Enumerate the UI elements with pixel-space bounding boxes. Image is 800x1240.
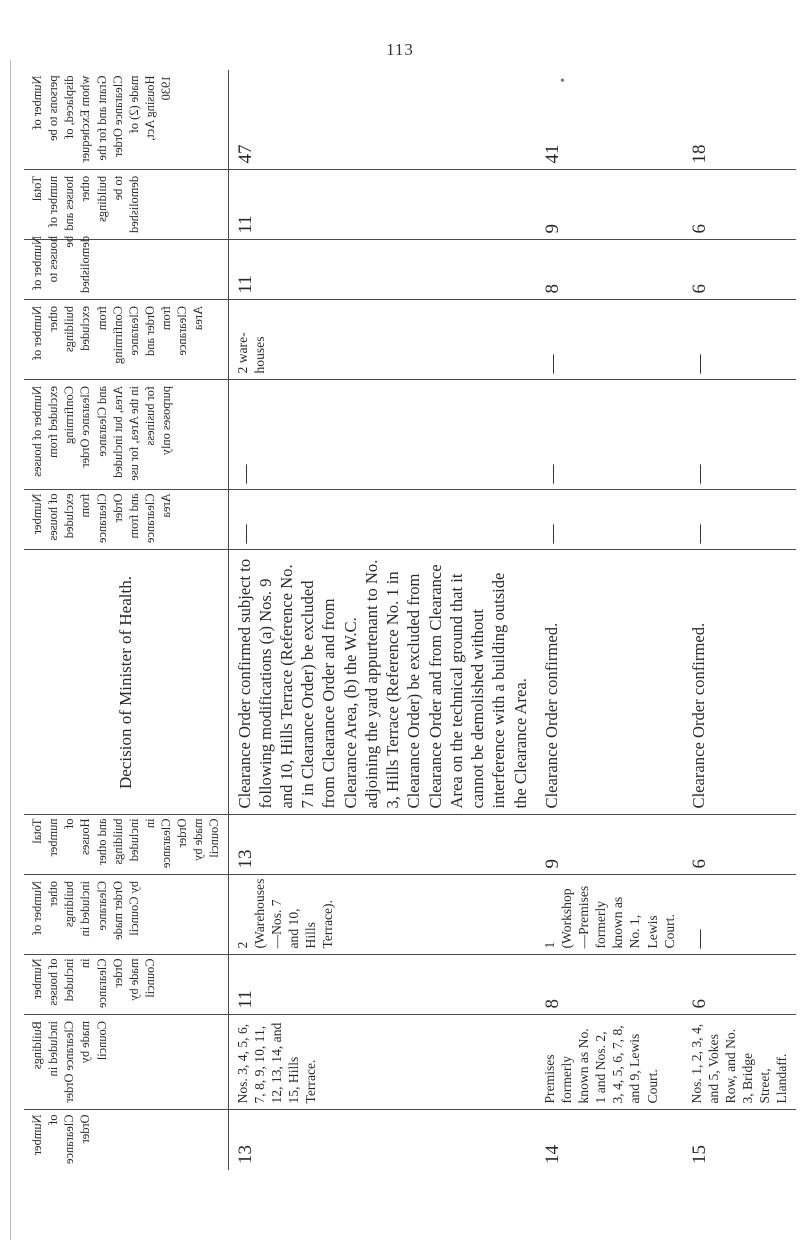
- header-other-buildings-excluded: Number of other buildings excluded from Confirming Clearance Order and from Clearance Area: [24, 300, 228, 380]
- cell-persons-displaced: 41: [536, 70, 683, 170]
- cell-decision: Clearance Order confirmed subject to following modifications (a) Nos. 9 and 10, Hills Terrace (Reference No. 7 in Clearance Order) be excluded from Clearance Order and from Clearance Area, (b) the W.C. adjoining the yard appurtenant to No. 3, Hills Terrace (Reference No. 1 in Clearance Order) be excluded from Clearance Order and from Clearance Area on the technical ground that it cannot be demolished without interference with a building outside the Clearance Area.: [228, 550, 536, 815]
- header-decision: Decision of Minister of Health.: [24, 550, 228, 815]
- gutter-line: [10, 60, 11, 1240]
- header-other-buildings-in-order: Number of other buildings included in Clearance Order made by Council: [24, 875, 228, 955]
- cell-order-number: 14: [541, 1145, 563, 1164]
- cell-houses-excluded-not-area: —: [683, 380, 796, 490]
- cell-other-buildings-in-order: 1 (Workshop—Premises formerly known as No. 1, Lewis Court.: [536, 875, 683, 955]
- cell-buildings-included: Nos. 1, 2, 3, 4, and 5, Vokes Row, and No. 3, Bridge Street, Llandaff.: [683, 1015, 796, 1110]
- cell-persons-displaced: 18: [683, 70, 796, 170]
- cell-total-houses-other-buildings: 6: [683, 815, 796, 875]
- cell-houses-excluded-order-area: —: [228, 490, 536, 550]
- cell-other-buildings-excluded: —: [683, 300, 796, 380]
- cell-houses-in-order: 11: [228, 955, 536, 1015]
- cell-total-houses-other-buildings: 9: [536, 815, 683, 875]
- header-row: [24, 70, 228, 1170]
- cell-other-buildings-in-order: 2 (Warehouses—Nos. 7 and 10, Hills Terrace).: [228, 875, 536, 955]
- clearance-orders-table: [24, 70, 796, 1170]
- cell-order-number: 15: [688, 1145, 710, 1164]
- cell-houses-in-order: 6: [683, 955, 796, 1015]
- cell-other-buildings-excluded: —: [536, 300, 683, 380]
- header-houses-in-order: Number of houses included in Clearance Order made by Council: [24, 955, 228, 1015]
- cell-houses-excluded-not-area: —: [228, 380, 536, 490]
- cell-other-buildings-excluded: 2 ware-houses: [228, 300, 536, 380]
- header-persons-displaced: Number of persons to be displaced, of whom Exchequer Grant and for the Clearance Order made (2) of Housing Act, 1930: [24, 70, 228, 170]
- cell-buildings-included: Nos. 3, 4, 5, 6, 7, 8, 9, 10, 11, 12, 13, 14, and 15, Hills Terrace.: [228, 1015, 536, 1110]
- cell-total-demolished: 9: [536, 170, 683, 240]
- cell-total-houses-other-buildings: 13: [228, 815, 536, 875]
- cell-total-demolished: 11: [228, 170, 536, 240]
- table-row: [228, 70, 536, 1170]
- cell-houses-demolished: 8: [536, 240, 683, 300]
- cell-houses-in-order: 8: [536, 955, 683, 1015]
- header-houses-excluded-not-area: Number of houses excluded from Confirming Clearance Order and Clearance Area, but included in the Area, for use for business purposes only: [24, 380, 228, 490]
- table-row: [536, 70, 683, 1170]
- cell-houses-excluded-order-area: —: [536, 490, 683, 550]
- cell-houses-excluded-not-area: —: [536, 380, 683, 490]
- header-total-houses-other-buildings: Total number of Houses and other buildings included in Clearance Order made by Council: [24, 815, 228, 875]
- cell-order-number: 13: [234, 1145, 256, 1164]
- stray-dot-mark: •: [560, 74, 565, 89]
- cell-decision: Clearance Order confirmed.: [536, 550, 683, 815]
- cell-houses-demolished: 6: [683, 240, 796, 300]
- cell-persons-displaced: 47: [228, 70, 536, 170]
- header-houses-demolished: Number of houses to be demolished: [24, 240, 228, 300]
- table-row: [683, 70, 796, 1170]
- cell-buildings-included: Premises formerly known as No. 1 and Nos. 2, 3, 4, 5, 6, 7, 8, and 9, Lewis Court.: [536, 1015, 683, 1110]
- cell-houses-excluded-order-area: —: [683, 490, 796, 550]
- header-order-number: Number of Clearance Order: [24, 1110, 228, 1170]
- page-number: 113: [386, 40, 414, 59]
- rotated-table-wrapper: [24, 70, 790, 1170]
- cell-houses-demolished: 11: [228, 240, 536, 300]
- header-houses-excluded-order-area: Number of houses excluded from Clearance Order and from Clearance Area: [24, 490, 228, 550]
- cell-total-demolished: 6: [683, 170, 796, 240]
- header-buildings-included: Buildings included in Clearance Order made by Council: [24, 1015, 228, 1110]
- cell-decision: Clearance Order confirmed.: [683, 550, 796, 815]
- cell-other-buildings-in-order: —: [683, 875, 796, 955]
- header-total-demolished: Total number of houses and other buildings to be demolished: [24, 170, 228, 240]
